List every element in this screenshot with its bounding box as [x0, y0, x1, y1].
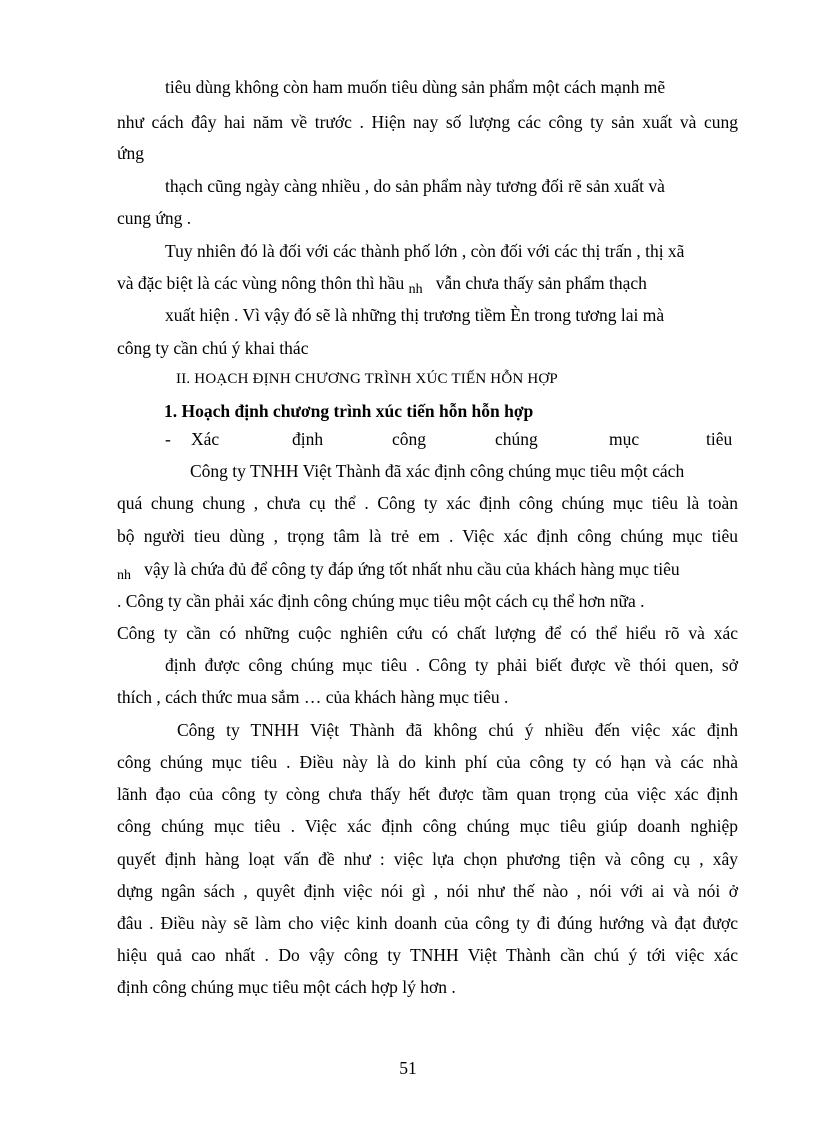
text-line: . Công ty cần phải xác định công chúng mục tiêu một cách cụ thể hơn nữa .	[117, 591, 645, 611]
text-line: quá chung chung , chưa cụ thể . Công ty xác định công chúng mục tiêu là toàn	[117, 493, 738, 513]
text-line: xuất hiện . Vì vậy đó sẽ là những thị trương tiềm Èn trong tương lai mà	[165, 305, 665, 325]
text-line: ứng	[117, 143, 144, 163]
text-line: thích , cách thức mua sắm … của khách hàng mục tiêu .	[117, 687, 509, 707]
text-line: hiệu quả cao nhất . Do vậy công ty TNHH Việt Thành cần chú ý tới việc xác	[117, 945, 738, 965]
list-word: Xác	[191, 429, 220, 449]
text-line: Công ty TNHH Việt Thành đã xác định công chúng mục tiêu một cách	[190, 461, 685, 481]
subscript-fragment: nh	[117, 568, 131, 583]
text-line: dựng ngân sách , quyêt định việc nói gì , nói như thế nào , nói với ai và nói ở	[117, 881, 738, 901]
section-heading: II. HOẠCH ĐỊNH CHƯƠNG TRÌNH XÚC TIẾN HỖN HỢP	[176, 371, 558, 387]
subscript-fragment: nh	[408, 282, 423, 297]
text-fragment: vậy là chứa đủ để công ty đáp ứng tốt nhất nhu cầu của khách hàng mục tiêu	[144, 559, 680, 579]
text-line: lãnh đạo của công ty còng chưa thấy hết được tầm quan trọng của việc xác định	[117, 784, 738, 804]
text-line: như cách đây hai năm về trước . Hiện nay số lượng các công ty sản xuất và cung	[117, 112, 738, 132]
text-line: cung ứng .	[117, 208, 192, 228]
text-line: Tuy nhiên đó là đối với các thành phố lớn , còn đối với các thị trấn , thị xã	[165, 241, 685, 261]
text-line: công chúng mục tiêu . Điều này là do kinh phí của công ty có hạn và các nhà	[117, 752, 738, 772]
text-fragment: và đặc biệt là các vùng nông thôn thì hầu	[117, 273, 405, 293]
text-line: định được công chúng mục tiêu . Công ty phải biết được về thói quen, sở	[165, 655, 738, 675]
text-line: công ty cần chú ý khai thác	[117, 338, 309, 358]
text-line	[117, 272, 647, 297]
text-line: định công chúng mục tiêu một cách hợp lý hơn .	[117, 977, 456, 997]
list-word: tiêu	[706, 429, 733, 449]
text-line: công chúng mục tiêu . Việc xác định công chúng mục tiêu giúp doanh nghiệp	[117, 816, 738, 836]
text-line: đâu . Điều này sẽ làm cho việc kinh doanh của công ty đi đúng hướng và đạt được	[117, 913, 738, 933]
list-word: mục	[609, 429, 640, 449]
text-line: Công ty TNHH Việt Thành đã không chú ý nhiều đến việc xác định	[177, 720, 738, 740]
list-word: chúng	[495, 429, 538, 449]
text-line: thạch cũng ngày càng nhiều , do sản phẩm này tương đối rẽ sản xuất và	[165, 176, 665, 196]
text-fragment: vẫn chưa thấy sản phẩm thạch	[435, 273, 647, 293]
list-word: công	[392, 429, 427, 449]
text-line: Công ty cần có những cuộc nghiên cứu có chất lượng để có thể hiểu rõ và xác	[117, 623, 738, 643]
list-dash: -	[165, 429, 171, 449]
page-number: 51	[399, 1058, 417, 1078]
text-line: bộ người tieu dùng , trọng tâm là trẻ em . Việc xác định công chúng mục tiêu	[117, 526, 738, 546]
text-line: tiêu dùng không còn ham muốn tiêu dùng sản phẩm một cách mạnh mẽ	[165, 77, 666, 97]
text-line: quyết định hàng loạt vấn đề như : việc lựa chọn phương tiện và công cụ , xây	[117, 849, 738, 869]
text-line	[117, 558, 680, 583]
list-word: định	[292, 429, 324, 449]
subsection-heading: 1. Hoạch định chương trình xúc tiến hỗn hỗn hợp	[164, 401, 534, 421]
